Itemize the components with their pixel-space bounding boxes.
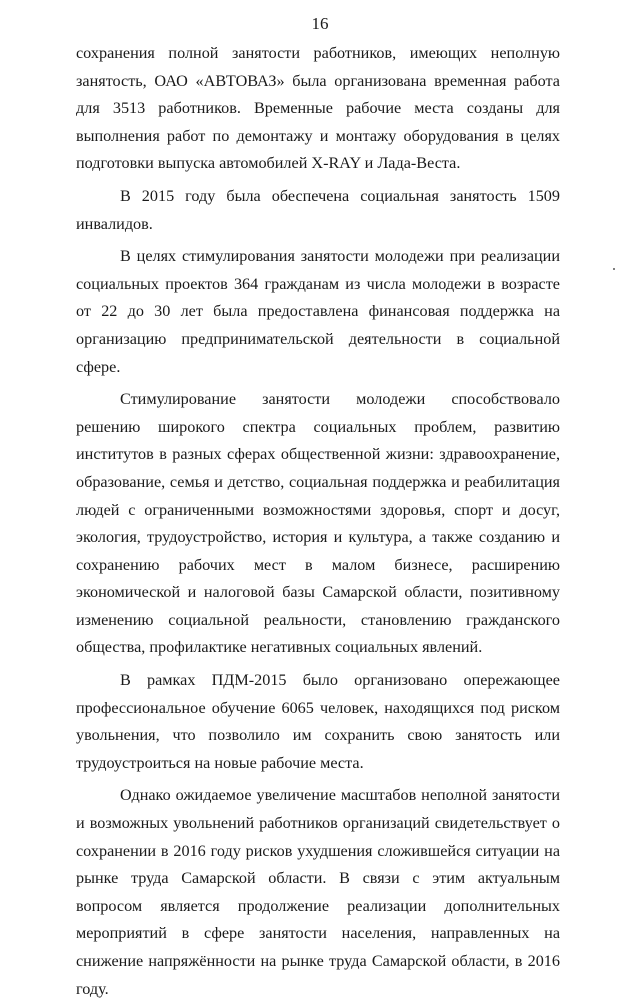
paragraph-social-employment: В 2015 году была обеспечена социальная занятость 1509 инвалидов. bbox=[76, 186, 560, 233]
page-number: 16 bbox=[311, 14, 329, 33]
scan-mark bbox=[613, 268, 615, 270]
paragraph-youth-support: В целях стимулирования занятости молодежи при реализации социальных проектов 364 гражданам из числа молодежи в возрасте от 22 до 30 лет была предоставлена финансовая поддержка на организацию предпринимательской деятельности в социальной сфере. bbox=[76, 247, 560, 376]
paragraph-continuation: сохранения полной занятости работников, имеющих неполную занятость, ОАО «АВТОВАЗ» была организована временная работа для 3513 работников. Временные рабочие места созданы для выполнения работ по демонтажу и монтажу оборудования в целях подготовки выпуска автомобилей X-RAY и Лада-Веста. bbox=[76, 44, 560, 173]
paragraph-youth-stimulation: Стимулирование занятости молодежи способствовало решению широкого спектра социальных проблем, развитию институтов в разных сферах общественной жизни: здравоохранение, образование, семья и детство, социальная поддержка и реабилитация людей с ограниченными возможностями здоровья, спорт и досуг, экология, трудоустройство, история и культура, а также созданию и сохранению рабочих мест в малом бизнесе, расширению экономической и налоговой базы Самарской области, позитивному изменению социальной реальности, становлению гражданского общества, профилактике негативных социальных явлений. bbox=[76, 390, 560, 657]
paragraph-risks-2016: Однако ожидаемое увеличение масштабов неполной занятости и возможных увольнений работников организаций свидетельствует о сохранении в 2016 году рисков ухудшения сложившейся ситуации на рынке труда Самарской области. В связи с этим актуальным вопросом является продолжение реализации дополнительных мероприятий в сфере занятости населения, направленных на снижение напряжённости на рынке труда Самарской области, в 2016 году. bbox=[76, 786, 560, 998]
paragraph-pdm-training: В рамках ПДМ-2015 было организовано опережающее профессиональное обучение 6065 человек, находящихся под риском увольнения, что позволило им сохранить свою занятость или трудоустроиться на новые рабочие места. bbox=[76, 671, 560, 772]
document-body bbox=[76, 40, 560, 1003]
